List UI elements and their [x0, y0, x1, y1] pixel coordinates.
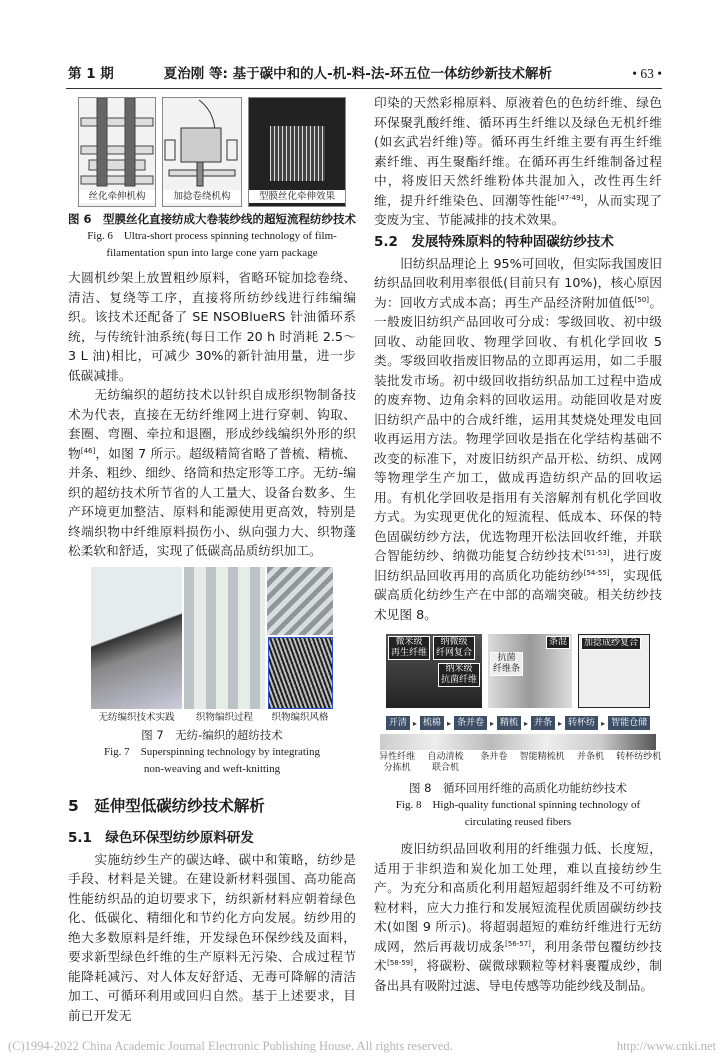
text-run: ，实现低碳高质化纺纱生产在中部的高端突破。相关纺纱技术见图 8。	[374, 567, 662, 622]
arrow-icon: ▸	[446, 718, 451, 728]
fig8-callout: 加捻成纱复合	[581, 637, 641, 650]
fig8-callout: 条混	[546, 636, 570, 649]
section-5-1-heading: 5.1 绿色环保型纺纱原料研发	[68, 829, 254, 846]
citation: [54-55]	[583, 568, 610, 577]
fig7-panel	[267, 567, 333, 725]
issue-number: 第 1 期	[68, 66, 114, 82]
fig7-panel	[91, 567, 182, 725]
fig8-caption-cn: 图 8 循环回用纤维的高质化功能纺纱技术	[409, 781, 627, 795]
fig8-callout: 纳米级 抗菌纤维	[438, 663, 480, 687]
citation: [47-49]	[557, 193, 584, 202]
fig7-caption-en: Fig. 7 Superspinning technology by integrating	[103, 745, 320, 758]
fig6-label: 加捻卷绕机构	[163, 190, 241, 203]
flow-step: 开清	[386, 716, 410, 730]
footer	[0, 1025, 724, 1062]
citation: [58-59]	[387, 959, 413, 967]
twisting-winding-drawing	[163, 98, 241, 190]
text-run: 。一般废旧纺织产品回收可分成：零级回收、初中级回收、动能回收、物理学回收、有机化学回收 5 类。零级回收指废旧物品的立即再运用，如二手服装批发市场。初中级回收指纺织品加工过程中造成的废弃物、边角余料的回收运用。动能回收是对废旧纺织产品中的合成纤维，运用其焚烧处理发电回收再运用方法。物理学回收是指在化学结构基础不改变的标准下，对废旧纺织产品开松、纺织、成网等物理学生产加工，做成再造纺织产品的回收运用。有机化学回收是指用有关溶解剂有机化学回收方式。为实现更优化的短流程、低成本、环保的特色固碳纺纱方法，优选物理开松法回收纤维，并联合智能纺纱、纳微功能复合纺纱技术	[374, 294, 663, 563]
text-run: 大圆机纱架上放置粗纱原料，省略环锭加捻卷绕、清洁、复绕等工序，直接将所纺纱线进行纬编编织。该技术还配备了 SE NSOBlueRS 针油循环系统，与传统针油系统(每日工作 20 h 时消耗 2.5～3 L 油)相比，可减少 30%的新针油用量，进一步低碳减排。	[68, 270, 356, 383]
text-run: 印染的天然彩棉原料、原液着色的色纺纤维、绿色环保聚乳酸纤维、循环再生纤维以及绿色无机纤维(如玄武岩纤维)等。循环再生纤维主要有再生纤维素纤维、再生聚酯纤维。在循环再生纤维制备过程中，将废旧天然纤维粉体共混加入，改性再生纤维，提升纤维染色、回潮等性能	[374, 95, 662, 208]
fig6-caption-cn: 图 6 型膜丝化直接纺成大卷装纱线的超短流程纺纱技术	[68, 212, 357, 226]
fig6-label: 型膜丝化牵伸效果	[249, 190, 345, 203]
fig6-caption-en: Fig. 6 Ultra-short process spinning technology of film-	[87, 230, 337, 242]
page-number: • 63 •	[632, 66, 662, 81]
machine-label: 自动清梳 联合机	[427, 752, 464, 773]
text-run: ，从而实现了变废为宝、节能减排的技术效果。	[374, 192, 662, 227]
text-run: 废旧纺织品回收利用的纤维强力低、长度短，适用于非织造和炭化加工处理，难以直接纺纱生产。为充分和高质化利用超短超弱纤维及不可纺粉粒材料，应大力推行和发展短流程优质固碳纺纱技术(如图 9 所示)。将超弱超短的难纺纤维进行无纺成网，然后再裁切成条	[374, 841, 662, 954]
fig8-flow	[374, 716, 662, 730]
body-paragraph	[374, 254, 662, 625]
drafting-mechanism-drawing	[79, 98, 155, 190]
text-run: 旧纺织品理论上 95%可回收，但实际我国废旧纺织品回收利用率很低(目前只有 10%)，核心原因为：回收方式成本高；再生产品经济附加值低	[374, 255, 662, 310]
fig8-callout: 抗菌 纤维条	[490, 652, 523, 676]
left-column	[68, 93, 356, 1025]
machine-label: 并条机	[576, 752, 604, 762]
running-title: 夏治刚 等: 基于碳中和的人-机-料-法-环五位一体纺纱新技术解析	[163, 66, 553, 82]
text-run: ，将碳粉、碳微球颗粒等材料裹覆成纱，制备出具有吸附过滤、导电传感等功能纱线及制品。	[374, 958, 662, 993]
fig7	[68, 567, 356, 725]
section-5-heading: 5 延伸型低碳纺纱技术解析	[68, 796, 265, 815]
fig8-twist-diagram	[578, 634, 650, 708]
fig7-caption-en-2: non-weaving and weft-knitting	[143, 762, 281, 775]
flow-step: 转杯纺	[565, 716, 598, 730]
body-paragraph	[68, 850, 356, 1026]
fig8-machine-labels	[374, 752, 662, 774]
text-run: 无纺编织的超纺技术以针织自成形织物制备技术为代表，直接在无纺纤维网上进行穿刺、钩取、套圈、弯圈、牵拉和退圈，形成纱线编织外形的织物	[68, 387, 356, 461]
fig7-label: 无纺编织技术实践	[98, 711, 175, 723]
fig7-label: 织物编织风格	[271, 711, 329, 723]
text-run: ，进行废旧纺织品回收再用的高质化功能纺纱	[374, 548, 662, 583]
flow-step: 精梳	[497, 716, 521, 730]
fig8-callout-group	[388, 636, 475, 660]
machine-label: 智能精梳机	[519, 752, 565, 762]
fig6-panel-effect	[248, 97, 346, 207]
arrow-icon: ▸	[558, 718, 563, 728]
citation: [56-57]	[505, 939, 531, 948]
citation: [46]	[80, 446, 96, 455]
fig7-photo-process	[184, 567, 265, 709]
fig7-sem-photo	[268, 637, 333, 709]
fig8-sliver-photo	[488, 634, 572, 708]
fig8-machines-photo	[380, 734, 656, 750]
cnki-link[interactable]: http://www.cnki.net	[616, 1039, 716, 1053]
text-run: 实施纺纱生产的碳达峰、碳中和策略，纺纱是手段、材料是关键。在建设新材料强国、高功能高性能纺织品的迫切要求下，纺织新材料应朝着绿色化、低碳化、精细化和节约化方向发展。纺纱用的绝大多数原料是纤维，开发绿色环保纱线及面料，要求新型绿色纤维的生产原料无污染、合成过程节能降耗减污、对人体友好舒适、无毒可降解的清洁加工、可循环利用或回归自然。基于上述要求，目前已开发无	[68, 851, 356, 1023]
fig7-label: 织物编织过程	[195, 711, 253, 723]
machine-label: 异性纤维 分拣机	[379, 752, 416, 773]
flow-step: 条并卷	[454, 716, 487, 730]
machine-label: 转杯纺纱机	[616, 752, 662, 762]
body-paragraph	[68, 385, 356, 561]
fig8-callout: 纳微级 纤网复合	[433, 636, 475, 660]
fig8-caption-en: Fig. 8 High-quality functional spinning technology of	[395, 799, 641, 811]
fig6-caption-en-2: filamentation spun into large cone yarn package	[106, 247, 318, 259]
fig6-panel-drafting	[78, 97, 156, 207]
fig8-diagram	[374, 634, 662, 774]
fig6-panel-twisting	[162, 97, 242, 207]
fig7-photo-style	[267, 567, 333, 635]
fig8-photos	[374, 634, 662, 708]
arrow-icon: ▸	[412, 718, 417, 728]
text-run: ，利用条带包覆纺纱技术	[374, 938, 662, 973]
flow-step: 并条	[531, 716, 555, 730]
citation: [51-53]	[583, 549, 610, 557]
citation: [50]	[634, 295, 649, 304]
fig7-photo-practice	[91, 567, 182, 709]
fig6	[68, 97, 356, 207]
fig8-callout: 微米级 再生纤维	[388, 636, 430, 660]
copyright-footer: (C)1994-2022 China Academic Journal Electronic Publishing House. All rights reserved.	[8, 1039, 453, 1053]
body-paragraph	[374, 93, 662, 230]
fig8-caption-en-2: circulating reused fibers	[464, 816, 572, 828]
body-paragraph	[374, 839, 662, 995]
fig7-panel	[184, 567, 265, 725]
machine-label: 条并卷	[480, 752, 508, 762]
section-5-2-heading: 5.2 发展特殊原料的特种固碳纺纱技术	[374, 233, 614, 250]
right-column	[374, 93, 662, 1025]
fig6-label: 丝化牵伸机构	[79, 190, 155, 203]
fig7-caption-cn: 图 7 无纺-编织的超纺技术	[141, 727, 283, 742]
text-run: ，如图 7 所示。超级精简省略了普梳、精梳、并条、粗纱、细纱、络筒和热定形等工序。无纺-编织的超纺技术所节省的人工量大、设备台数多、生产环境更加整洁、原料和能源使用更高效，特别是终端织物中纤维原料损伤小、纵向强力大、织物蓬松柔软和舒适，实现了低碳高品质纺织加工。	[68, 445, 356, 558]
flow-step: 梳棉	[420, 716, 444, 730]
flow-step: 智能仓储	[608, 716, 650, 730]
arrow-icon: ▸	[489, 718, 494, 728]
filament-photo	[270, 126, 325, 181]
body-paragraph	[68, 268, 356, 385]
arrow-icon: ▸	[524, 718, 529, 728]
arrow-icon: ▸	[601, 718, 606, 728]
fig8-machine-photo	[386, 634, 482, 708]
